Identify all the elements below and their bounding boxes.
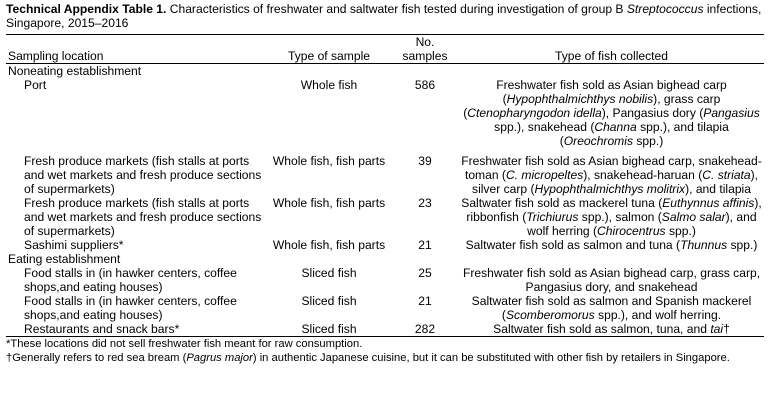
cell-count: 282	[391, 322, 459, 337]
document-page	[0, 2, 770, 413]
caption-label: Technical Appendix Table 1.	[6, 2, 167, 16]
cell-count: 25	[418, 266, 432, 280]
caption-text: Characteristics of freshwater and saltwater fish tested during investigation of group B	[166, 2, 627, 16]
species-name: C. micropeltes	[505, 168, 584, 182]
cell-sample: Whole fish, fish parts	[272, 238, 386, 252]
table-row	[6, 238, 764, 252]
fish-text: ), snakehead-haruan (	[583, 168, 703, 182]
cell-location: Food stalls in (in hawker centers, coffee shops,and eating houses)	[24, 266, 237, 294]
section-row	[6, 64, 764, 79]
header-no-line1: No.	[415, 35, 435, 49]
header-no-line2: samples	[402, 49, 448, 63]
footnote-dagger	[6, 352, 764, 366]
fish-text: Saltwater fish sold as mackerel tuna (	[461, 196, 663, 210]
cell-count: 21	[418, 238, 432, 252]
fish-text: spp.), salmon (	[578, 210, 662, 224]
cell-location: Sashimi suppliers*	[24, 238, 124, 252]
cell-location: Food stalls in (in hawker centers, coffee shops,and eating houses)	[24, 294, 237, 322]
caption-italic: Streptococcus	[626, 2, 704, 16]
cell-sample: Whole fish, fish parts	[272, 196, 386, 210]
header-type-of-sample: Type of sample	[267, 35, 391, 64]
footnote-dagger-italic: Pagrus major	[186, 351, 253, 364]
fish-text: Freshwater fish sold as Asian bighead carp, snakehead-toman (	[461, 154, 762, 182]
species-name: Thunnus	[680, 238, 728, 252]
fish-text: Saltwater fish sold as salmon, tuna, and	[493, 322, 711, 336]
fish-text: ), Pangasius dory (	[601, 106, 704, 120]
cell-location: Fresh produce markets (fish stalls at ports and wet markets and fresh produce sections of supermarkets)	[24, 154, 262, 196]
table-row	[6, 294, 764, 322]
section-noneating: Noneating establishment	[8, 64, 142, 78]
table-row	[6, 196, 764, 238]
cell-fish	[459, 78, 764, 148]
cell-sample: Sliced fish	[267, 322, 391, 337]
section-eating: Eating establishment	[8, 252, 121, 266]
species-name: Channa	[594, 120, 637, 134]
fish-text: ), and wolf herring (	[527, 210, 757, 238]
species-name: Pangasius	[703, 106, 760, 120]
species-name: C. striata	[702, 168, 751, 182]
table-caption	[6, 2, 764, 30]
cell-sample: Whole fish, fish parts	[272, 154, 386, 168]
species-name: Hypophthalmichthys nobilis	[506, 92, 654, 106]
species-name: Trichiurus	[526, 210, 579, 224]
fish-text: spp.)	[727, 238, 758, 252]
species-name: Hypophthalmichthys molitrix	[534, 182, 686, 196]
cell-sample: Sliced fish	[301, 294, 357, 308]
footnote-star: *These locations did not sell freshwater fish meant for raw consumption.	[6, 338, 363, 350]
cell-sample: Whole fish	[300, 78, 358, 92]
fish-text: Freshwater fish sold as Asian bighead carp, grass carp, Pangasius dory, and snakehead	[462, 266, 761, 294]
fish-text: Freshwater fish sold as Asian bighead carp (	[496, 78, 727, 106]
cell-fish	[459, 322, 764, 337]
cell-fish	[459, 196, 764, 238]
table-row	[6, 148, 764, 196]
species-name: Salmo salar	[661, 210, 726, 224]
fish-text: spp.)	[633, 134, 664, 148]
fish-text: spp.), and wolf herring.	[594, 308, 722, 322]
cell-count: 21	[418, 294, 432, 308]
table-row	[6, 266, 764, 294]
cell-fish	[459, 294, 764, 322]
header-type-of-fish: Type of fish collected	[459, 35, 764, 64]
header-sampling-location: Sampling location	[6, 35, 267, 64]
cell-location: Restaurants and snack bars*	[6, 322, 267, 337]
header-no-samples	[391, 35, 459, 64]
footnotes	[6, 338, 764, 365]
fish-text: spp.)	[665, 224, 696, 238]
cell-location: Port	[24, 78, 47, 92]
section-row	[6, 252, 764, 266]
header-row	[6, 35, 764, 64]
fish-text: Saltwater fish sold as salmon and tuna (	[465, 238, 681, 252]
species-name: Chirocentrus	[597, 224, 666, 238]
caption-text-end: infections, Singapore, 2015–2016	[6, 2, 762, 30]
cell-fish	[459, 266, 764, 294]
cell-count: 39	[418, 154, 432, 168]
cell-count: 23	[418, 196, 432, 210]
species-name: Euthynnus affinis	[662, 196, 755, 210]
species-name: Ctenopharyngodon idella	[467, 106, 602, 120]
cell-location: Fresh produce markets (fish stalls at ports and wet markets and fresh produce sections of supermarkets)	[24, 196, 262, 238]
cell-fish	[459, 238, 764, 252]
fish-text: Saltwater fish sold as salmon and Spanish mackerel (	[471, 294, 752, 322]
table-row	[6, 322, 764, 337]
fish-text: spp.), and tilapia (	[559, 120, 729, 148]
fish-text: ), grass carp (	[463, 92, 721, 120]
cell-count: 586	[414, 78, 436, 92]
fish-text: ), ribbonfish (	[466, 196, 762, 224]
fish-text: ), and tilapia	[685, 182, 751, 196]
fish-text: †	[723, 322, 730, 336]
footnote-dagger-text: †Generally refers to red sea bream (	[6, 351, 187, 364]
table-row	[6, 78, 764, 148]
fish-text: ), silver carp (	[472, 168, 759, 196]
fish-table	[6, 34, 764, 337]
cell-fish	[459, 148, 764, 196]
species-name: tai	[710, 322, 724, 336]
fish-text: spp.), snakehead (	[494, 120, 595, 134]
footnote-dagger-text-end: ) in authentic Japanese cuisine, but it can be substituted with other fish by retailers in Singapore.	[252, 351, 730, 364]
cell-sample: Sliced fish	[301, 266, 357, 280]
species-name: Oreochromis	[563, 134, 633, 148]
species-name: Scomberomorus	[505, 308, 595, 322]
